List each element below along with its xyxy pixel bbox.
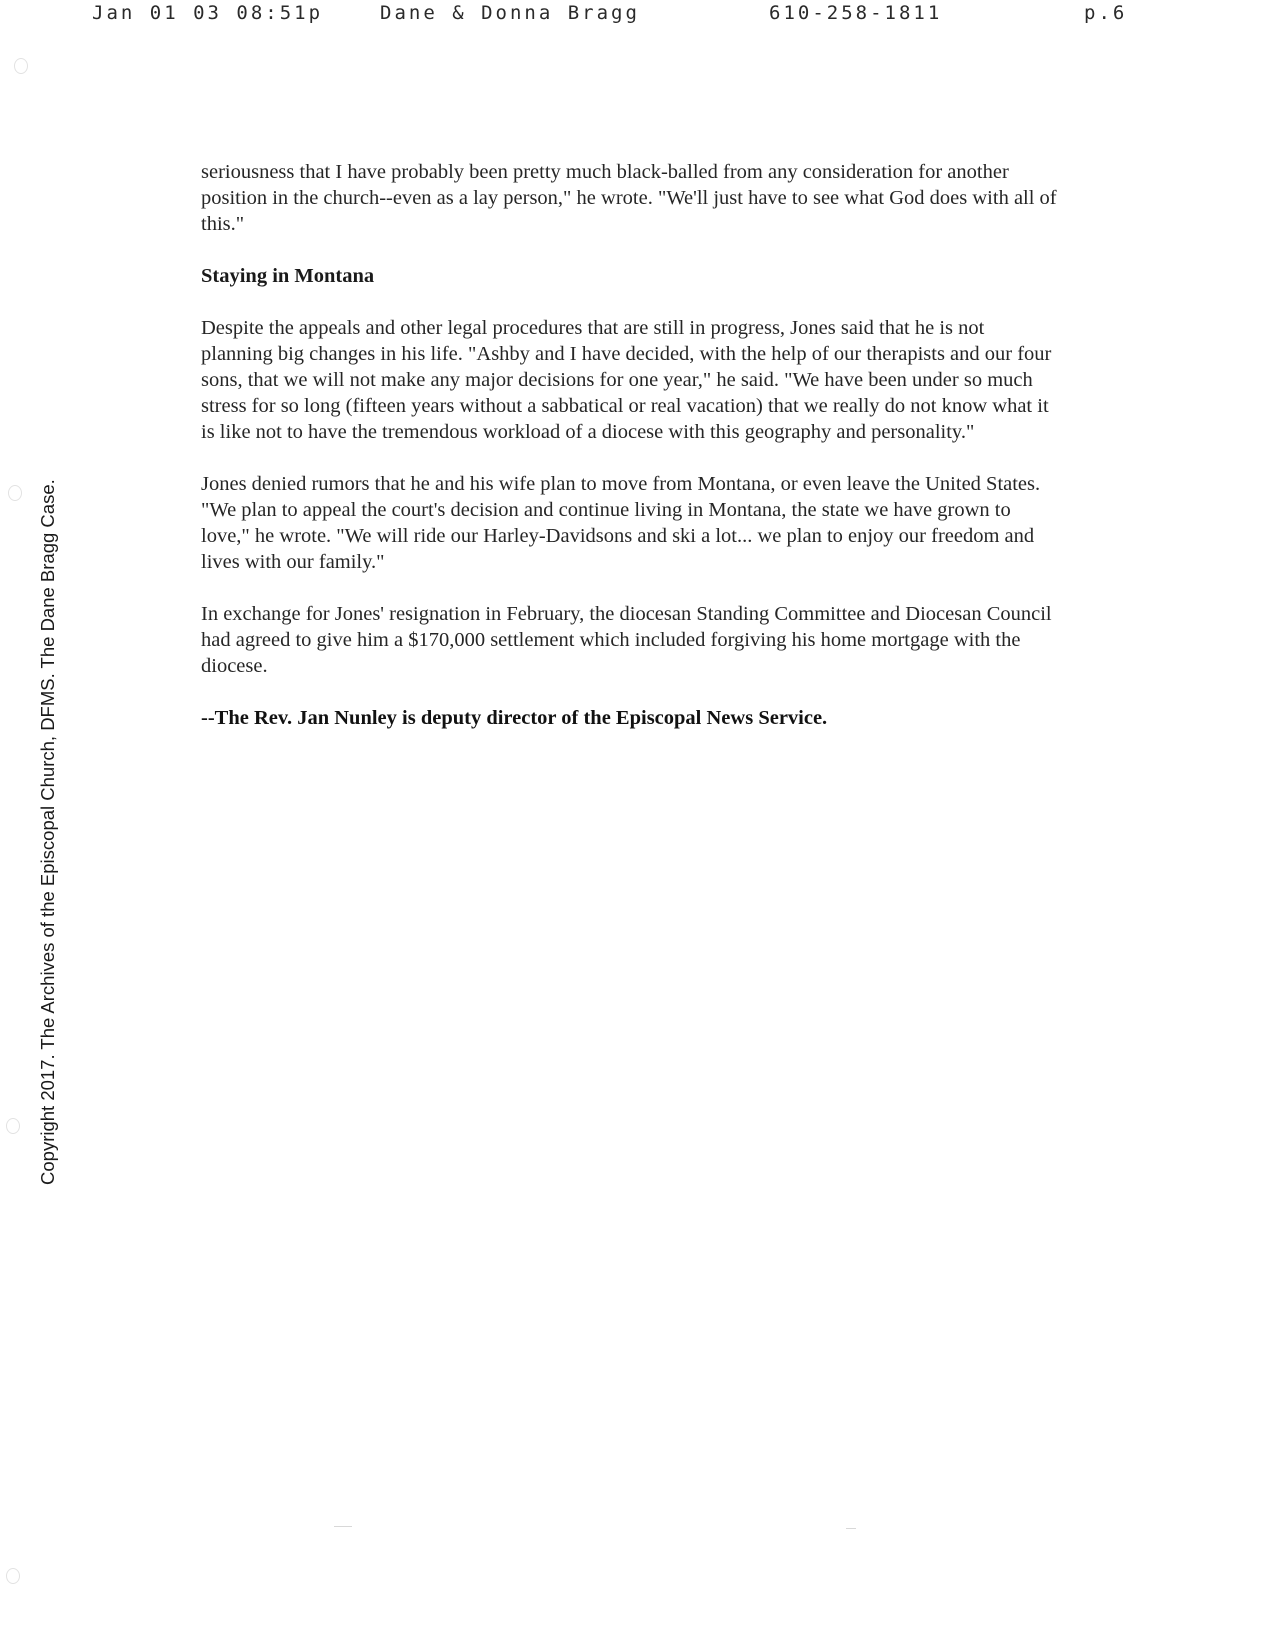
scan-artifact (14, 58, 28, 74)
copyright-notice: Copyright 2017. The Archives of the Episcopal Church, DFMS. The Dane Bragg Case. (37, 479, 58, 1185)
article-paragraph-2: Despite the appeals and other legal procedures that are still in progress, Jones said that he is not planning big changes in his life. "Ashby and I have decided, with the help of our therapists and our four sons, that we will not make any major decisions for one year," he said. "We have been under so much stress for so long (fifteen years without a sabbatical or real vacation) that we really do not know what it is like not to have the tremendous workload of a diocese with this geography and personality." (201, 317, 1052, 443)
scan-artifact (334, 1526, 352, 1527)
fax-date-time: Jan 01 03 08:51p (92, 2, 324, 24)
scan-artifact (8, 485, 22, 501)
scan-artifact (846, 1528, 856, 1529)
article-paragraph-4: In exchange for Jones' resignation in February, the diocesan Standing Committee and Diocesan Council had agreed to give him a $170,000 settlement which included forgiving his home mortgage with the diocese. (201, 603, 1052, 677)
fax-page-number: p.6 (1084, 2, 1128, 24)
section-heading: Staying in Montana (201, 265, 375, 287)
article-body (201, 159, 1061, 757)
fax-sender: Dane & Donna Bragg (380, 2, 640, 24)
fax-phone: 610-258-1811 (769, 2, 943, 24)
author-byline: --The Rev. Jan Nunley is deputy director of the Episcopal News Service. (201, 707, 828, 729)
fax-header (0, 2, 1276, 32)
article-paragraph-3: Jones denied rumors that he and his wife plan to move from Montana, or even leave the United States. "We plan to appeal the court's decision and continue living in Montana, the state we have grown to love," he wrote. "We will ride our Harley-Davidsons and ski a lot... we plan to enjoy our freedom and lives with our family." (201, 473, 1041, 573)
article-paragraph-1: seriousness that I have probably been pretty much black-balled from any consideration for another position in the church--even as a lay person," he wrote. "We'll just have to see what God does with all of this." (201, 161, 1057, 235)
scan-artifact (6, 1568, 20, 1584)
scan-artifact (6, 1118, 20, 1134)
